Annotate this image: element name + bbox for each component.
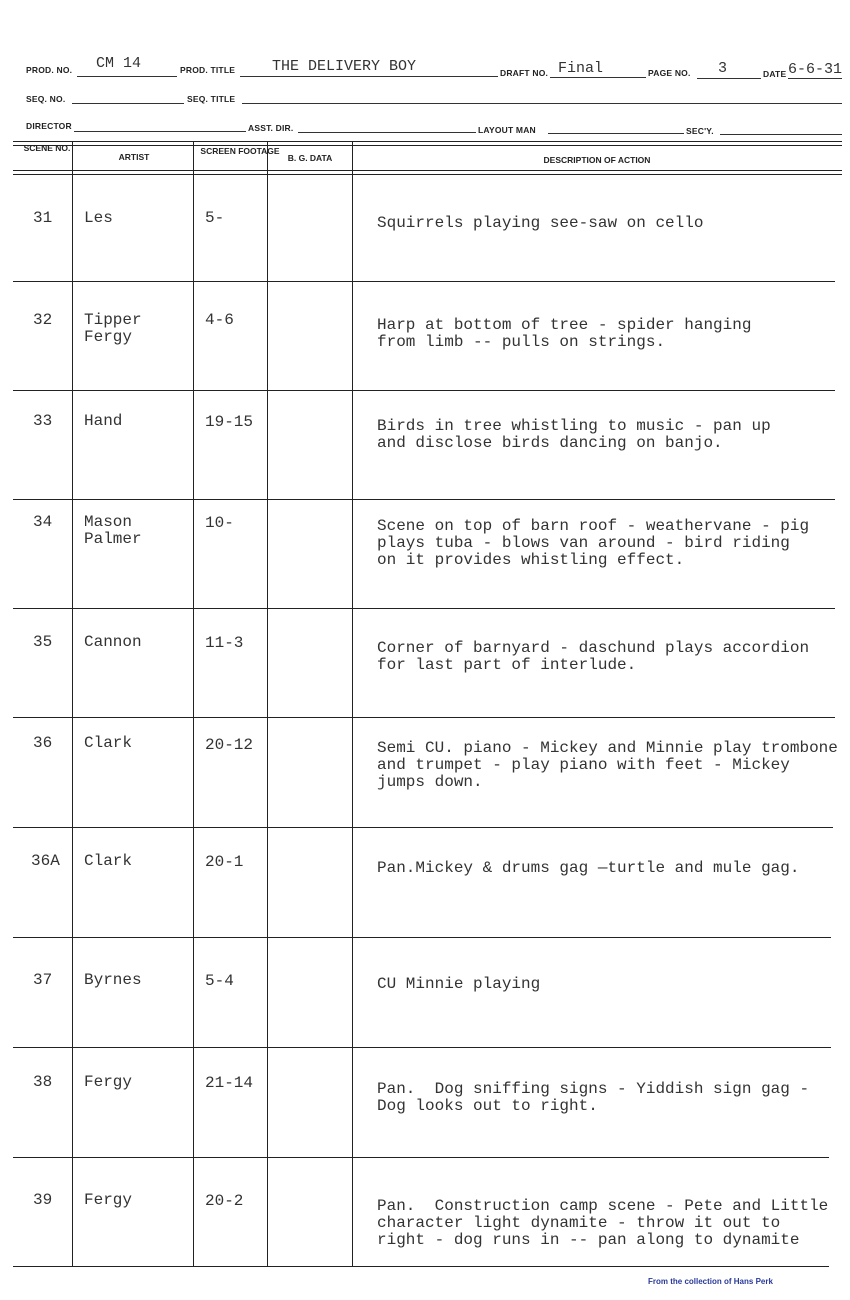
screen-footage: 5- [205,209,225,227]
artist: Hand [84,412,123,430]
asst-dir-label: ASST. DIR. [248,123,294,133]
screen-footage: 20-1 [205,853,244,871]
scene-no: 38 [33,1073,53,1091]
description: CU Minnie playing [377,975,541,993]
date-label: DATE [763,69,787,79]
screen-footage: 20-12 [205,736,254,754]
scene-no: 32 [33,311,53,329]
seq-no-label: SEQ. NO. [26,94,66,104]
scene-no: 39 [33,1191,53,1209]
col-bg-data: B. G. DATA [287,153,333,163]
director-label: DIRECTOR [26,121,72,131]
col-scene-no: SCENE NO. [23,143,71,153]
description: Squirrels playing see-saw on cello [377,214,704,232]
screen-footage: 4-6 [205,311,234,329]
artist: Fergy [84,1073,133,1091]
artist: Fergy [84,1191,133,1209]
screen-footage: 11-3 [205,634,244,652]
secy-label: SEC'Y. [686,126,714,136]
page-no-value: 3 [718,60,728,77]
date-value: 6-6-31 [788,61,843,78]
screen-footage: 5-4 [205,972,234,990]
scene-no: 31 [33,209,53,227]
description: Pan. Dog sniffing signs - Yiddish sign gag - Dog looks out to right. [377,1080,810,1115]
screen-footage: 21-14 [205,1074,254,1092]
artist: Cannon [84,633,142,651]
prod-no-label: PROD. NO. [26,65,73,75]
scene-no: 36 [33,734,53,752]
draft-no-label: DRAFT NO. [500,68,549,78]
scene-no: 35 [33,633,53,651]
col-screen-footage: SCREEN FOOTAGE [200,146,280,156]
description: Semi CU. piano - Mickey and Minnie play trombone and trumpet - play piano with feet - Mickey jumps down. [377,739,838,791]
scene-no: 33 [33,412,53,430]
collection-credit: From the collection of Hans Perk [648,1277,773,1286]
col-description: DESCRIPTION OF ACTION [543,155,651,165]
prod-no-value: CM 14 [96,55,142,72]
description: Harp at bottom of tree - spider hanging from limb -- pulls on strings. [377,316,752,351]
screen-footage: 20-2 [205,1192,244,1210]
screen-footage: 10- [205,514,234,532]
description: Pan. Construction camp scene - Pete and Little character light dynamite - throw it out to right - dog runs in -- pan along to dynamite [377,1197,829,1249]
artist: Clark [84,852,133,870]
col-artist: ARTIST [118,152,150,162]
scene-no: 37 [33,971,53,989]
scene-no: 36A [31,852,60,870]
description: Birds in tree whistling to music - pan up and disclose birds dancing on banjo. [377,417,771,452]
description: Corner of barnyard - daschund plays accordion for last part of interlude. [377,639,810,674]
page-no-label: PAGE NO. [648,68,691,78]
artist: Tipper Fergy [84,311,142,346]
artist: Les [84,209,113,227]
artist: Mason Palmer [84,513,142,548]
description: Scene on top of barn roof - weathervane - pig plays tuba - blows van around - bird riding on it provides whistling effect. [377,517,810,569]
scene-no: 34 [33,513,53,531]
draft-no-value: Final [558,60,604,77]
prod-title-label: PROD. TITLE [180,65,236,75]
prod-title-value: THE DELIVERY BOY [272,58,417,75]
seq-title-label: SEQ. TITLE [187,94,236,104]
description: Pan.Mickey & drums gag —turtle and mule gag. [377,859,800,877]
layout-man-label: LAYOUT MAN [478,125,536,135]
screen-footage: 19-15 [205,413,254,431]
artist: Byrnes [84,971,142,989]
artist: Clark [84,734,133,752]
